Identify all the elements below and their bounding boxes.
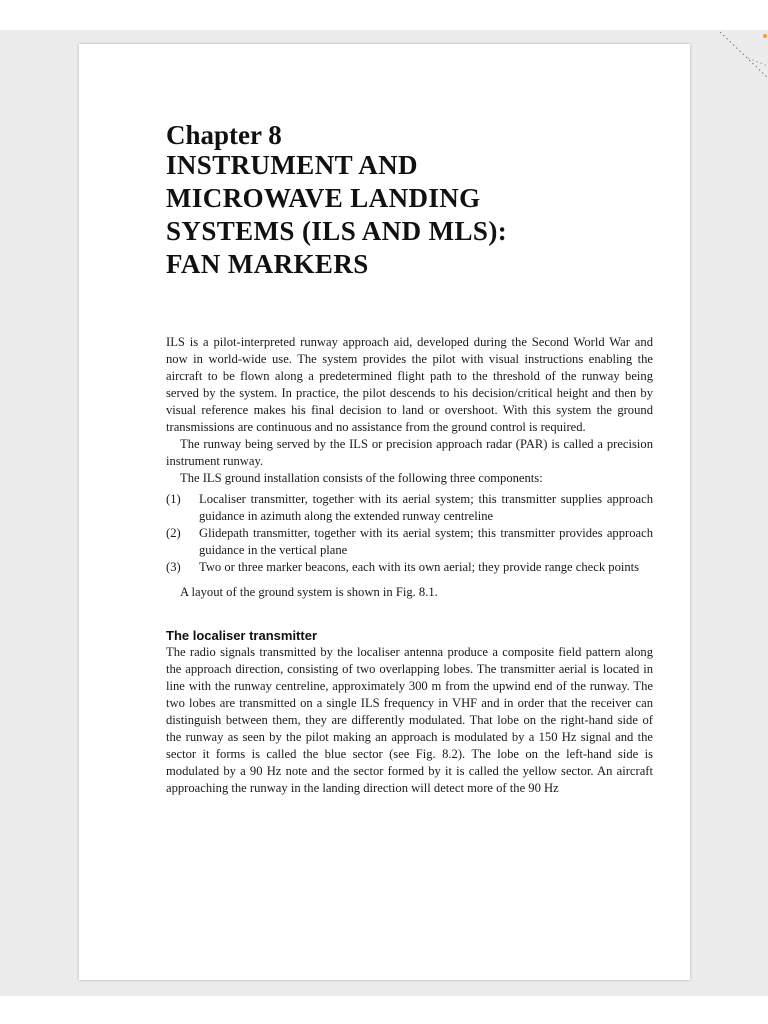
chapter-title: [166, 149, 636, 281]
localiser-paragraph: The radio signals transmitted by the localiser antenna produce a composite field pattern along the approach direction, consisting of two overlapping lobes. The transmitter aerial is located in line with the runway centreline, approximately 300 m from the upwind end of the runway. The two lobes are transmitted on a single ILS frequency in VHF and in order that the receiver can distinguish between them, they are differently modulated. That lobe on the right-hand side of the runway as seen by the pilot making an approach is modulated by a 150 Hz signal and the sector it forms is called the blue sector (see Fig. 8.2). The lobe on the left-hand side is modulated by a 90 Hz note and the sector formed by it is called the yellow sector. An aircraft approaching the runway in the landing direction will detect more of the 90 Hz: [166, 645, 653, 795]
body-text: [166, 334, 653, 797]
list-item-text: Localiser transmitter, together with its aerial system; this transmitter supplies approach guidance in azimuth along the extended runway centreline: [199, 492, 653, 523]
intro-paragraph: ILS is a pilot-interpreted runway approach aid, developed during the Second World War and now in world-wide use. The system provides the pilot with visual instructions enabling the aircraft to be flown along a predetermined flight path to the threshold of the runway being served by the system. In practice, the pilot descends to his decision/critical height and then by visual reference makes his final decision to land or overshoot. With this system the ground transmissions are continuous and no assistance from the ground control is required.: [166, 335, 653, 434]
list-item: [166, 491, 653, 525]
precision-runway-paragraph: The runway being served by the ILS or precision approach radar (PAR) is called a precision instrument runway.: [166, 437, 653, 468]
components-intro-paragraph: The ILS ground installation consists of the following three components:: [180, 471, 543, 485]
layout-reference-paragraph: A layout of the ground system is shown in Fig. 8.1.: [180, 585, 438, 599]
list-item: [166, 525, 653, 559]
chapter-title-line: FAN MARKERS: [166, 249, 369, 279]
list-item-text: Glidepath transmitter, together with its aerial system; this transmitter provides approach guidance in the vertical plane: [199, 526, 653, 557]
list-item-text: Two or three marker beacons, each with its own aerial; they provide range check points: [199, 560, 640, 574]
list-item: [166, 559, 653, 576]
components-list: [166, 491, 653, 576]
chapter-title-line: MICROWAVE LANDING: [166, 183, 481, 213]
chapter-title-line: SYSTEMS (ILS AND MLS):: [166, 216, 508, 246]
chapter-title-line: INSTRUMENT AND: [166, 150, 418, 180]
list-item-number: (2): [166, 526, 181, 540]
section-heading: The localiser transmitter: [166, 628, 317, 643]
document-page: [79, 44, 690, 980]
page-corner-decoration: [718, 30, 768, 90]
list-item-number: (1): [166, 492, 181, 506]
chapter-number: Chapter 8: [166, 120, 282, 150]
list-item-number: (3): [166, 560, 181, 574]
